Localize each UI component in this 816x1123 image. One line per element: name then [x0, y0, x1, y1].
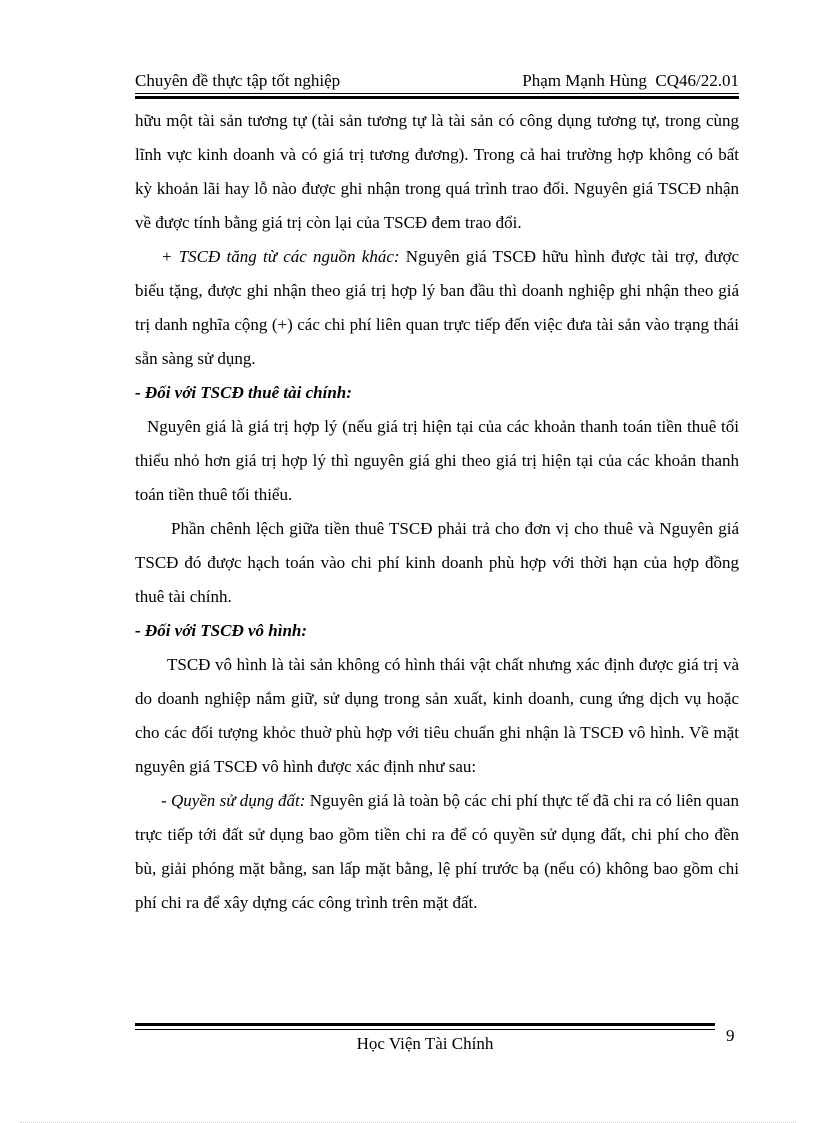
other-sources-text: Nguyên giá TSCĐ hữu hình được tài trợ, được biếu tặng, được ghi nhận theo giá trị hợp lý ban đầu thì doanh nghiệp ghi nhận theo giá trị danh nghĩa cộng (+) các chi phí liên quan trực tiếp đến việc đưa tài sản vào trạng thái sẵn sàng sử dụng. — [135, 247, 739, 368]
header-rule-thin — [135, 93, 739, 94]
paragraph-intangible-definition: TSCĐ vô hình là tài sản không có hình thái vật chất nhưng xác định được giá trị và do doanh nghiệp nắm giữ, sử dụng trong sản xuất, kinh doanh, cung ứng dịch vụ hoặc cho các đối tượng khỏc thuờ phù hợp với tiêu chuẩn ghi nhận là TSCĐ vô hình. Về mặt nguyên giá TSCĐ vô hình được xác định như sau: — [135, 655, 739, 776]
land-use-right-label: - Quyền sử dụng đất: — [161, 791, 306, 810]
paragraph-lease-difference: Phần chênh lệch giữa tiền thuê TSCĐ phải trả cho đơn vị cho thuê và Nguyên giá TSCĐ đó được hạch toán vào chi phí kinh doanh phù hợp với thời hạn của hợp đồng thuê tài chính. — [135, 519, 739, 606]
heading-intangible: - Đối với TSCĐ vô hình: — [135, 621, 308, 640]
page-header — [135, 70, 739, 92]
paragraph-exchange: hữu một tài sản tương tự (tài sản tương tự là tài sản có công dụng tương tự, trong cùng lĩnh vực kinh doanh và có giá trị tương đương). Trong cả hai trường hợp không có bất kỳ khoản lãi hay lỗ nào được ghi nhận trong quá trình trao đổi. Nguyên giá TSCĐ nhận về được tính bằng giá trị còn lại của TSCĐ đem trao đổi. — [135, 111, 739, 232]
other-sources-label: + TSCĐ tăng từ các nguồn khác: — [161, 247, 400, 266]
header-author: Phạm Mạnh Hùng CQ46/22.01 — [522, 71, 739, 90]
paragraph-finance-lease-cost: Nguyên giá là giá trị hợp lý (nếu giá trị hiện tại của các khoản thanh toán tiền thuê tối thiểu nhỏ hơn giá trị hợp lý thì nguyên giá ghi theo giá trị hiện tại của các khoản thanh toán tiền thuê tối thiểu. — [135, 417, 739, 504]
paragraph-other-sources — [135, 240, 739, 376]
page-body — [135, 104, 739, 920]
footer-rule-thin — [135, 1029, 715, 1030]
land-use-right-text: Nguyên giá là toàn bộ các chi phí thực tế đã chi ra có liên quan trực tiếp tới đất sử dụng bao gồm tiền chi ra để có quyền sử dụng đất, chi phí cho đền bù, giải phóng mặt bằng, san lấp mặt bằng, lệ phí trước bạ (nếu có) không bao gồm chi phí chi ra để xây dựng các công trình trên mặt đất. — [135, 791, 739, 912]
footer-institution: Học Viện Tài Chính — [356, 1034, 494, 1053]
header-title: Chuyên đề thực tập tốt nghiệp — [135, 71, 341, 90]
heading-finance-lease: - Đối với TSCĐ thuê tài chính: — [135, 383, 352, 402]
footer-rule-thick — [135, 1023, 715, 1026]
header-rule-thick — [135, 96, 739, 99]
paragraph-land-use-right — [135, 784, 739, 920]
page-number: 9 — [726, 1026, 735, 1045]
